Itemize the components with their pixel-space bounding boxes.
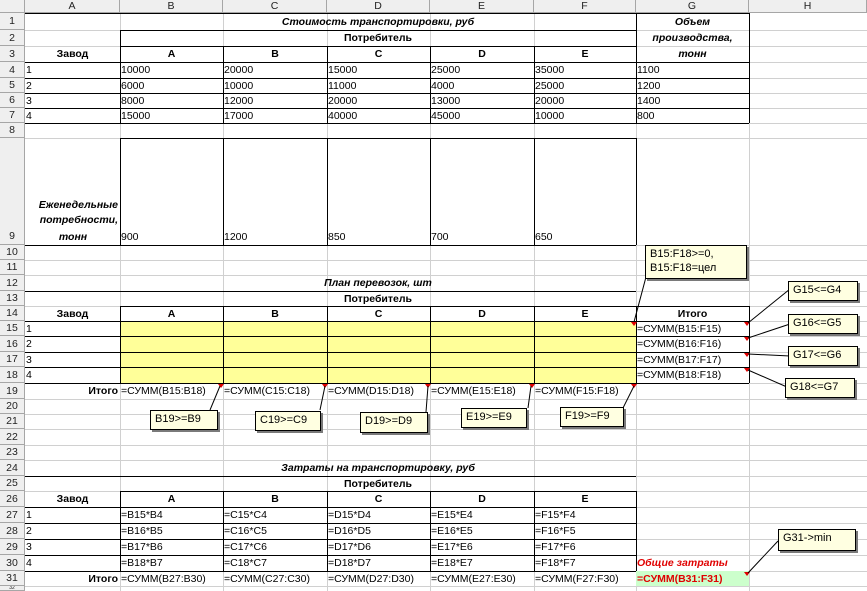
cost-cell[interactable]: 4000 [431, 79, 455, 92]
cost-cell[interactable]: 6000 [121, 79, 145, 92]
cost-formula[interactable]: =C17*C6 [224, 541, 267, 554]
row-header[interactable]: 31 [0, 571, 25, 586]
cost-formula[interactable]: =F18*F7 [535, 557, 576, 570]
row-header[interactable]: 14 [0, 306, 25, 321]
row-header[interactable]: 17 [0, 352, 25, 367]
row-header[interactable]: 19 [0, 383, 25, 399]
plant-number[interactable]: 3 [26, 541, 32, 554]
col-total-formula[interactable]: =СУММ(E15:E18) [431, 385, 516, 398]
cost-formula[interactable]: =B15*B4 [121, 509, 163, 522]
demand-label[interactable]: тонн [58, 231, 88, 244]
cost-cell[interactable]: 20000 [328, 94, 358, 107]
objective-formula[interactable]: =СУММ(B31:F31) [637, 572, 723, 585]
col-total-formula[interactable]: =СУММ(D15:D18) [328, 385, 414, 398]
cost-consumer-label[interactable]: Потребитель [343, 32, 412, 45]
cost-formula[interactable]: =F17*F6 [535, 541, 576, 554]
plan-consumer-d[interactable]: D [478, 307, 486, 320]
transport-total-label[interactable]: Итого [88, 572, 118, 585]
comment-g17[interactable]: G17<=G6 [788, 346, 858, 366]
row-total-formula[interactable]: =СУММ(B15:F15) [637, 322, 722, 335]
plant-number[interactable]: 4 [26, 109, 32, 122]
cost-table-title[interactable]: Стоимость транспортировки, руб [281, 15, 475, 28]
col-header-b[interactable]: B [120, 0, 223, 13]
row-header[interactable]: 27 [0, 507, 25, 523]
transport-plant-label[interactable]: Завод [56, 493, 89, 506]
plant-number[interactable]: 1 [26, 322, 32, 335]
cost-formula[interactable]: =B18*B7 [121, 557, 163, 570]
row-header[interactable]: 12 [0, 275, 25, 291]
transport-consumer-e[interactable]: E [581, 493, 589, 506]
cost-cell[interactable]: 25000 [431, 64, 461, 77]
cost-formula[interactable]: =D16*D5 [328, 525, 371, 538]
demand-cell[interactable]: 850 [328, 231, 346, 244]
cost-cell[interactable]: 17000 [224, 109, 254, 122]
volume-cell[interactable]: 1100 [637, 64, 660, 77]
cost-formula[interactable]: =F16*F5 [535, 525, 576, 538]
col-header-e[interactable]: E [430, 0, 534, 13]
cost-formula[interactable]: =C15*C4 [224, 509, 267, 522]
cost-formula[interactable]: =C18*C7 [224, 557, 267, 570]
plan-consumer-c[interactable]: C [374, 307, 383, 320]
row-header[interactable]: 22 [0, 429, 25, 445]
col-total-formula[interactable]: =СУММ(B15:B18) [121, 385, 206, 398]
plant-number[interactable]: 1 [26, 509, 32, 522]
cost-cell[interactable]: 8000 [121, 94, 145, 107]
cost-plant-label[interactable]: Завод [56, 48, 89, 61]
demand-label[interactable]: Еженедельные [38, 198, 118, 211]
cost-formula[interactable]: =E17*E6 [431, 541, 473, 554]
cost-cell[interactable]: 15000 [121, 109, 151, 122]
cost-formula[interactable]: =F15*F4 [535, 509, 576, 522]
plant-number[interactable]: 1 [26, 64, 32, 77]
row-header[interactable]: 29 [0, 539, 25, 555]
plan-col-total-label[interactable]: Итого [88, 385, 118, 398]
row-header[interactable]: 7 [0, 108, 25, 123]
row-header[interactable]: 26 [0, 491, 25, 507]
col-header-a[interactable]: A [25, 0, 120, 13]
cost-consumer-a[interactable]: A [167, 48, 176, 61]
cost-total-formula[interactable]: =СУММ(C27:C30) [224, 572, 310, 585]
col-header-f[interactable]: F [534, 0, 636, 13]
cost-cell[interactable]: 25000 [535, 79, 565, 92]
row-header[interactable]: 21 [0, 414, 25, 429]
demand-cell[interactable]: 650 [535, 231, 553, 244]
col-total-formula[interactable]: =СУММ(F15:F18) [535, 385, 619, 398]
comment-e19[interactable]: E19>=E9 [461, 408, 527, 428]
volume-cell[interactable]: 800 [637, 109, 655, 122]
cost-cell[interactable]: 12000 [224, 94, 254, 107]
plan-consumer-e[interactable]: E [581, 307, 589, 320]
row-header[interactable]: 6 [0, 93, 25, 108]
cost-formula[interactable]: =E15*E4 [431, 509, 473, 522]
row-header[interactable]: 25 [0, 476, 25, 491]
row-header[interactable]: 11 [0, 260, 25, 275]
transport-consumer-label[interactable]: Потребитель [343, 477, 412, 490]
row-header[interactable]: 23 [0, 445, 25, 460]
plant-number[interactable]: 3 [26, 353, 32, 366]
col-header-g[interactable]: G [636, 0, 749, 13]
row-header[interactable]: 32 [0, 586, 25, 591]
row-header[interactable]: 2 [0, 30, 25, 46]
volume-cell[interactable]: 1200 [637, 79, 661, 92]
transport-consumer-a[interactable]: A [167, 493, 176, 506]
row-header[interactable]: 24 [0, 460, 25, 476]
cost-formula[interactable]: =C16*C5 [224, 525, 267, 538]
comment-f19[interactable]: F19>=F9 [560, 407, 624, 427]
cost-consumer-d[interactable]: D [478, 48, 486, 61]
cost-formula[interactable]: =D17*D6 [328, 541, 371, 554]
cost-formula[interactable]: =D18*D7 [328, 557, 371, 570]
volume-label[interactable]: тонн [678, 48, 707, 61]
plant-number[interactable]: 4 [26, 369, 32, 382]
row-header[interactable]: 3 [0, 46, 25, 62]
plan-consumer-label[interactable]: Потребитель [343, 292, 412, 305]
comment-g16[interactable]: G16<=G5 [788, 314, 858, 334]
cost-cell[interactable]: 20000 [224, 64, 254, 77]
row-header[interactable]: 20 [0, 399, 25, 414]
comment-g18[interactable]: G18<=G7 [785, 378, 855, 398]
col-header-h[interactable]: H [749, 0, 867, 13]
row-header[interactable]: 5 [0, 78, 25, 93]
volume-cell[interactable]: 1400 [637, 94, 661, 107]
row-header[interactable]: 8 [0, 123, 25, 138]
cost-consumer-b[interactable]: B [271, 48, 279, 61]
plan-consumer-b[interactable]: B [271, 307, 279, 320]
cost-formula[interactable]: =B17*B6 [121, 541, 163, 554]
cost-cell[interactable]: 20000 [535, 94, 565, 107]
cost-cell[interactable]: 10000 [535, 109, 565, 122]
row-header[interactable]: 9 [0, 138, 25, 245]
comment-g15[interactable]: G15<=G4 [788, 281, 858, 301]
cost-formula[interactable]: =D15*D4 [328, 509, 371, 522]
plant-number[interactable]: 2 [26, 338, 32, 351]
cost-cell[interactable]: 45000 [431, 109, 461, 122]
cost-formula[interactable]: =B16*B5 [121, 525, 163, 538]
row-total-formula[interactable]: =СУММ(B16:F16) [637, 338, 722, 351]
row-header[interactable]: 30 [0, 555, 25, 571]
row-header[interactable]: 1 [0, 13, 25, 30]
row-header[interactable]: 4 [0, 62, 25, 78]
transport-consumer-b[interactable]: B [271, 493, 279, 506]
transport-consumer-c[interactable]: C [374, 493, 383, 506]
demand-label[interactable]: потребности, [39, 213, 118, 226]
row-header[interactable]: 18 [0, 367, 25, 383]
row-header[interactable]: 15 [0, 321, 25, 336]
volume-label[interactable]: производства, [652, 32, 733, 45]
row-header[interactable]: 13 [0, 291, 25, 306]
plan-plant-label[interactable]: Завод [56, 307, 89, 320]
col-total-formula[interactable]: =СУММ(C15:C18) [224, 385, 310, 398]
comment-text: B15:F18=цел [650, 261, 717, 274]
cost-cell[interactable]: 35000 [535, 64, 565, 77]
plant-number[interactable]: 2 [26, 79, 32, 92]
cost-cell[interactable]: 13000 [431, 94, 461, 107]
cost-cell[interactable]: 15000 [328, 64, 358, 77]
cost-consumer-c[interactable]: C [374, 48, 383, 61]
plan-total-label[interactable]: Итого [677, 307, 708, 320]
transport-table-title[interactable]: Затраты на транспортировку, руб [281, 462, 475, 475]
col-header-d[interactable]: D [327, 0, 430, 13]
volume-label[interactable]: Объем [674, 15, 711, 28]
plant-number[interactable]: 3 [26, 94, 32, 107]
cost-total-formula[interactable]: =СУММ(E27:E30) [431, 572, 516, 585]
comment-b19[interactable]: B19>=B9 [150, 410, 218, 430]
row-total-formula[interactable]: =СУММ(B18:F18) [637, 369, 722, 382]
comment-c19[interactable]: C19>=C9 [255, 411, 321, 431]
cost-cell[interactable]: 11000 [328, 79, 357, 92]
cost-formula[interactable]: =E18*E7 [431, 557, 473, 570]
cost-total-formula[interactable]: =СУММ(D27:D30) [328, 572, 414, 585]
row-header[interactable]: 28 [0, 523, 25, 539]
demand-cell[interactable]: 900 [121, 231, 139, 244]
col-header-c[interactable]: C [223, 0, 327, 13]
row-total-formula[interactable]: =СУММ(B17:F17) [637, 353, 722, 366]
comment-text: B15:F18>=0, [650, 248, 714, 260]
comment-g31[interactable]: G31->min [778, 529, 856, 551]
demand-cell[interactable]: 700 [431, 231, 449, 244]
row-header[interactable]: 16 [0, 336, 25, 352]
cost-cell[interactable]: 10000 [224, 79, 254, 92]
plan-consumer-a[interactable]: A [167, 307, 176, 320]
comment-d19[interactable]: D19>=D9 [360, 412, 428, 433]
cost-total-formula[interactable]: =СУММ(B27:B30) [121, 572, 206, 585]
plant-number[interactable]: 4 [26, 557, 32, 570]
cost-cell[interactable]: 40000 [328, 109, 358, 122]
comment-nonneg-integer[interactable] [645, 245, 747, 279]
cost-cell[interactable]: 10000 [121, 64, 151, 77]
cost-consumer-e[interactable]: E [581, 48, 589, 61]
cost-formula[interactable]: =E16*E5 [431, 525, 473, 538]
row-header[interactable]: 10 [0, 245, 25, 260]
demand-cell[interactable]: 1200 [224, 231, 248, 244]
plant-number[interactable]: 2 [26, 525, 32, 538]
transport-consumer-d[interactable]: D [478, 493, 486, 506]
cost-total-formula[interactable]: =СУММ(F27:F30) [535, 572, 619, 585]
plan-table-title[interactable]: План перевозок, шт [324, 277, 432, 290]
overall-cost-label[interactable]: Общие затраты [637, 557, 728, 570]
